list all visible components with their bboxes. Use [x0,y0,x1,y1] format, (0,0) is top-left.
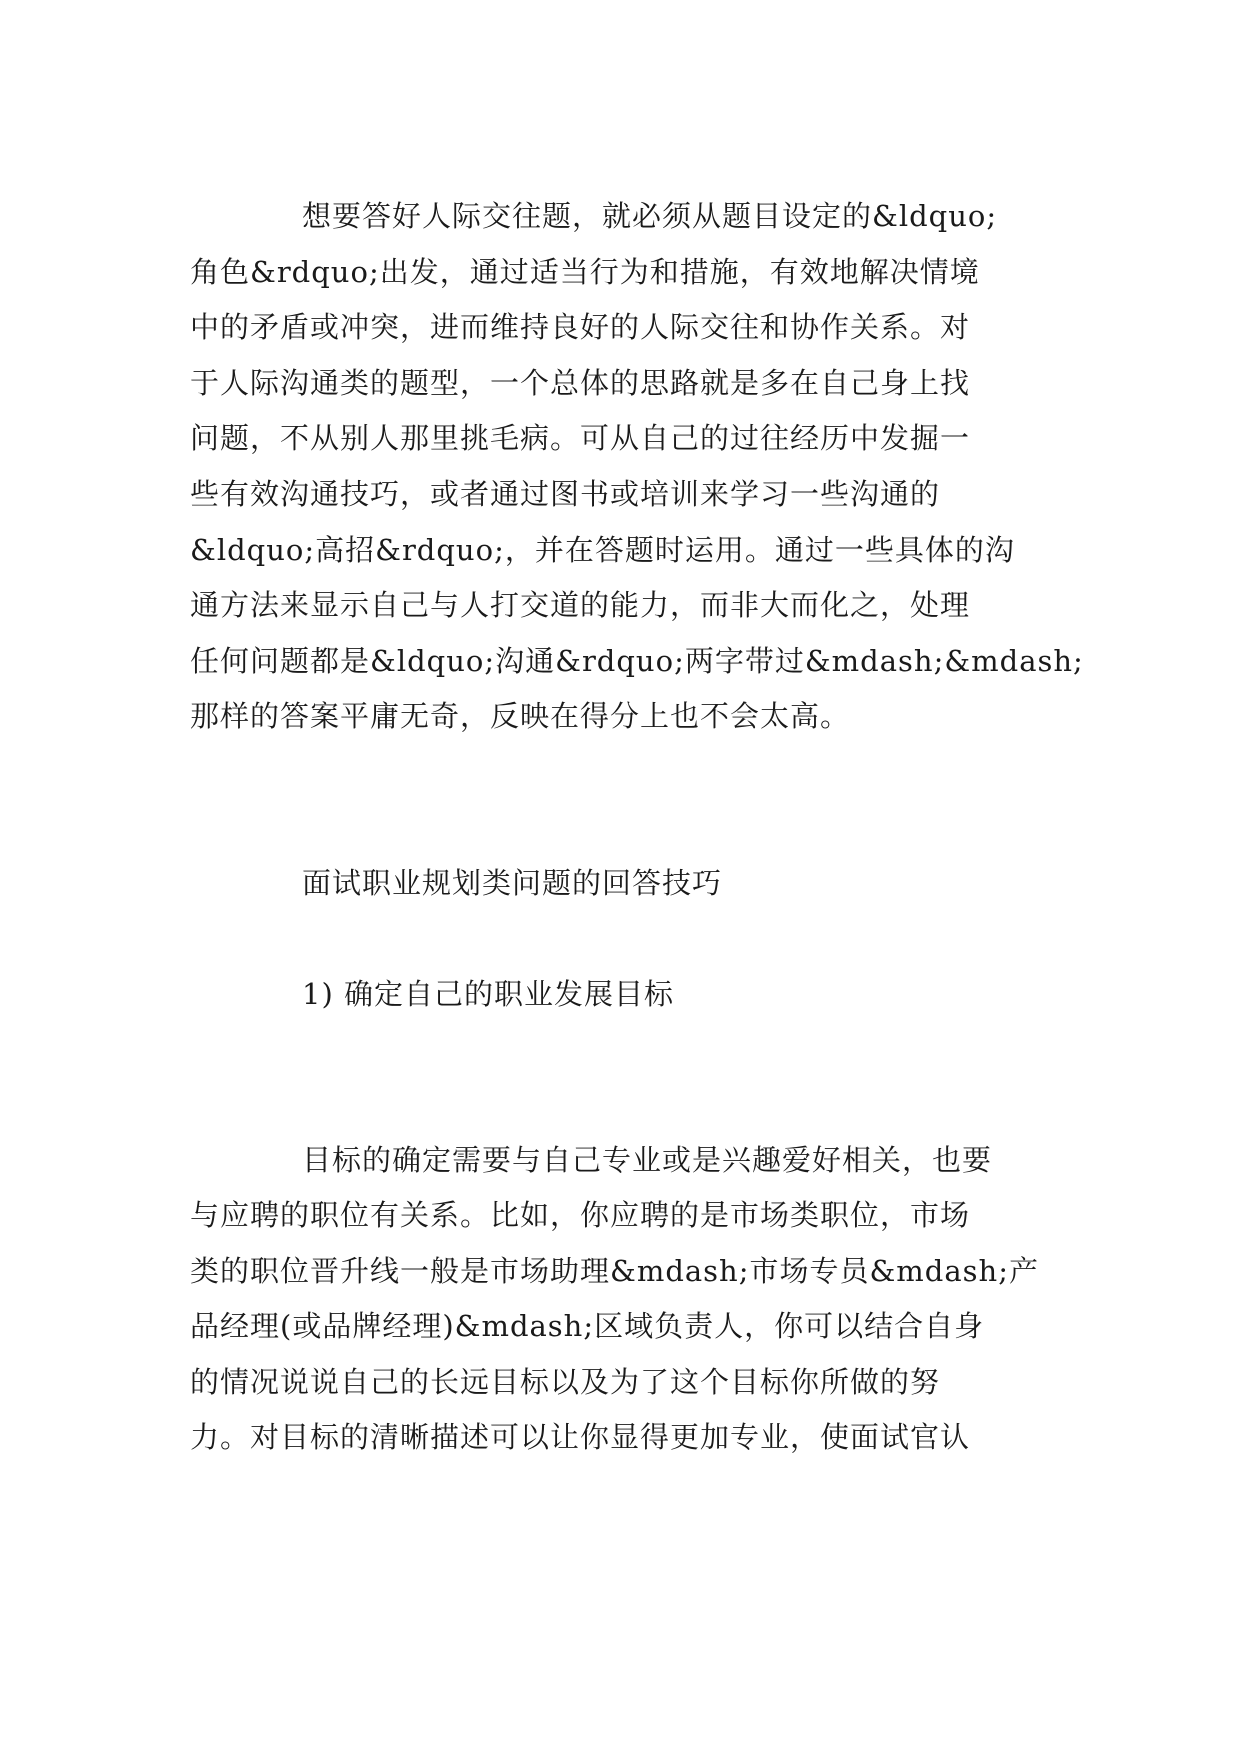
paragraph-1-line-9: 任何问题都是&ldquo;沟通&rdquo;两字带过&mdash;&mdash; [190,644,1084,678]
paragraph-1-line-5: 问题，不从别人那里挑毛病。可从自己的过往经历中发掘一 [190,421,971,455]
paragraph-2-line-4: 品经理(或品牌经理)&mdash;区域负责人，你可以结合自身 [190,1309,985,1343]
paragraph-1-line-4: 于人际沟通类的题型，一个总体的思路就是多在自己身上找 [190,366,971,400]
section-heading: 面试职业规划类问题的回答技巧 [302,866,723,900]
paragraph-2-line-5: 的情况说说自己的长远目标以及为了这个目标你所做的努 [190,1365,941,1399]
paragraph-2-line-3: 类的职位晋升线一般是市场助理&mdash;市场专员&mdash;产 [190,1254,1039,1288]
paragraph-1-line-2: 角色&rdquo;出发，通过适当行为和措施，有效地解决情境 [190,255,980,289]
paragraph-1-line-3: 中的矛盾或冲突，进而维持良好的人际交往和协作关系。对 [190,310,971,344]
paragraph-1-line-10: 那样的答案平庸无奇，反映在得分上也不会太高。 [190,699,851,733]
paragraph-2-line-1: 目标的确定需要与自己专业或是兴趣爱好相关，也要 [302,1143,993,1177]
paragraph-1-line-8: 通方法来显示自己与人打交道的能力，而非大而化之，处理 [190,588,971,622]
paragraph-2-line-2: 与应聘的职位有关系。比如，你应聘的是市场类职位，市场 [190,1198,971,1232]
section-subheading: 1) 确定自己的职业发展目标 [302,977,674,1011]
paragraph-1-line-6: 些有效沟通技巧，或者通过图书或培训来学习一些沟通的 [190,477,941,511]
paragraph-1-line-1: 想要答好人际交往题，就必须从题目设定的&ldquo; [302,199,998,233]
paragraph-1-line-7: &ldquo;高招&rdquo;，并在答题时运用。通过一些具体的沟 [190,533,1015,567]
paragraph-2-line-6: 力。对目标的清晰描述可以让你显得更加专业，使面试官认 [190,1420,971,1454]
